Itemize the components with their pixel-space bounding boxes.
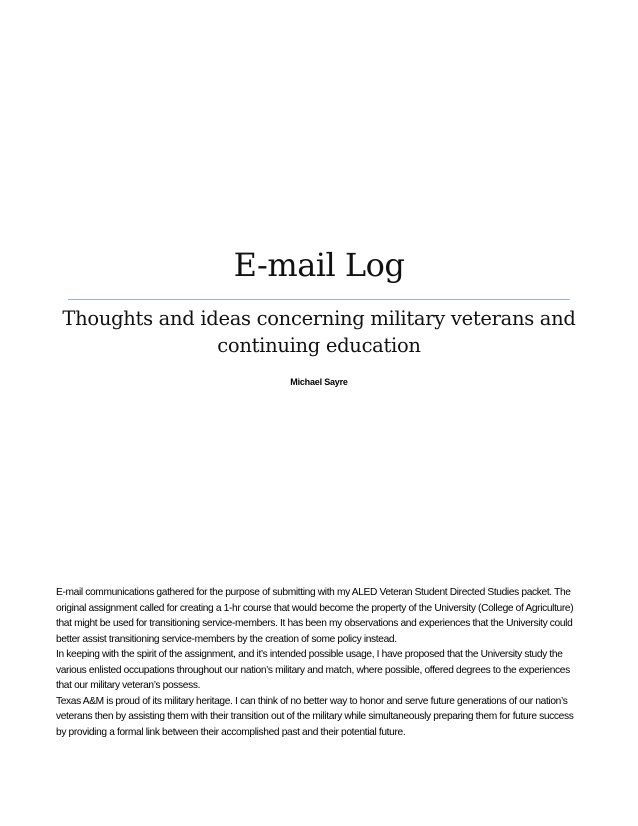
paragraph: In keeping with the spirit of the assignment, and it’s intended possible usage, I have proposed that the University study the various enlisted occupations throughout our nation’s military and match, where possible, offered degrees to the experiences that our military veteran’s possess. bbox=[56, 649, 570, 691]
title-divider bbox=[68, 299, 570, 300]
author-name: Michael Sayre bbox=[290, 377, 348, 387]
paragraph: Texas A&M is proud of its military heritage. I can think of no better way to honor and serve future generations of our nation’s veterans then by assisting them with their transition out of the military while simultaneously preparing them for future success by providing a formal link between their accomplished past and their potential future. bbox=[56, 695, 574, 738]
body-text bbox=[56, 585, 584, 740]
page-subtitle: Thoughts and ideas concerning military veterans and continuing education bbox=[62, 307, 576, 357]
page-title: E-mail Log bbox=[233, 246, 405, 284]
paragraph: E-mail communications gathered for the purpose of submitting with my ALED Veteran Student Directed Studies packet. The original assignment called for creating a 1-hr course that would become the property of the University (College of Agriculture) that might be used for transitioning service-members. It has been my observations and experiences that the University could better assist transitioning service-members by the creation of some policy instead. bbox=[56, 587, 574, 645]
